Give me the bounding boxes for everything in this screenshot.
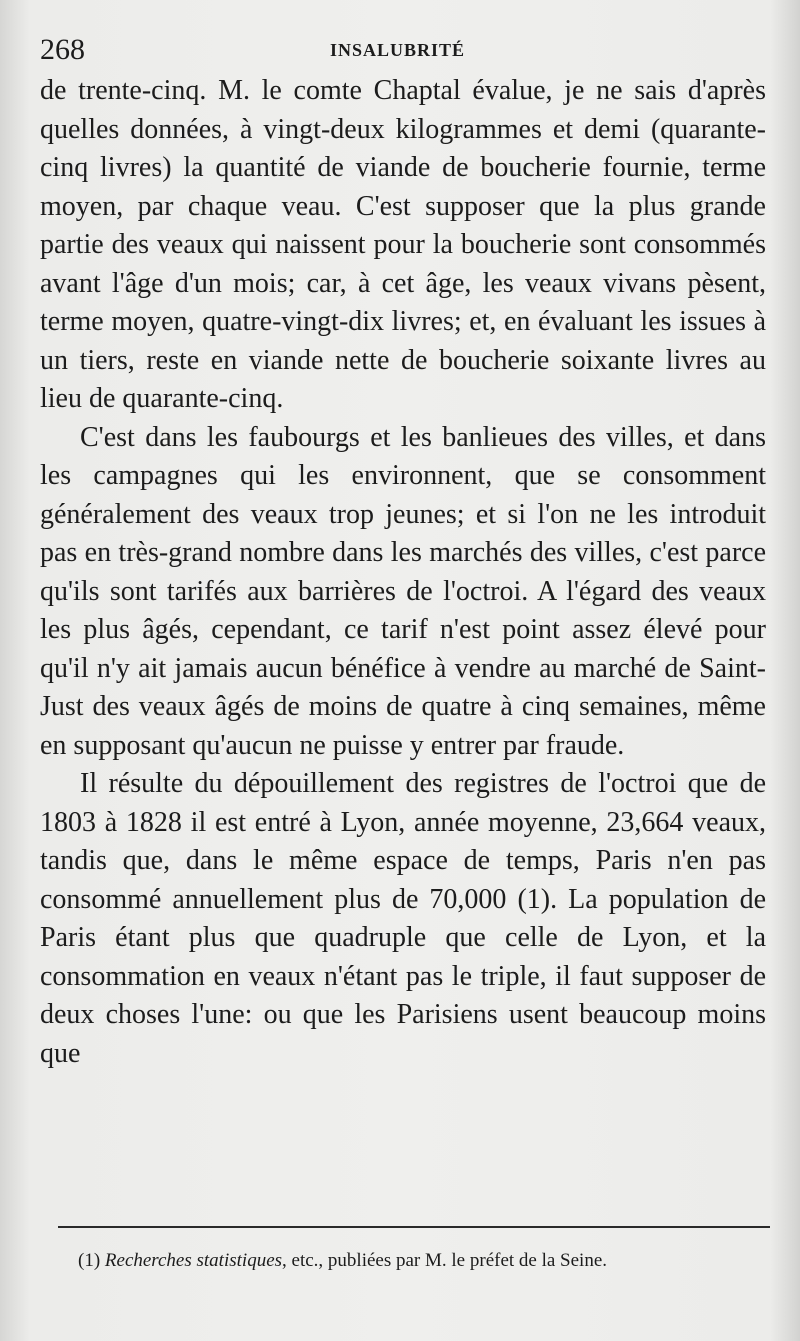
paragraph: C'est dans les faubourgs et les banlieues des villes, et dans les campagnes qui les environnent, que se consomment généralement des veaux trop jeunes; et si l'on ne les introduit pas en très-grand nombre dans les marchés des villes, c'est parce qu'ils sont tarifés aux barrières de l'octroi. A l'égard des veaux les plus âgés, cependant, ce tarif n'est point assez élevé pour qu'il n'y ait jamais aucun bénéfice à vendre au marché de Saint-Just des veaux âgés de moins de quatre à cinq semaines, même en supposant qu'aucun ne puisse y entrer par fraude. (40, 421, 766, 761)
running-title: INSALUBRITÉ (330, 40, 466, 60)
page-number: 268 (40, 33, 85, 66)
paragraph: Il résulte du dépouillement des registres de l'octroi que de 1803 à 1828 il est entré à Lyon, année moyenne, 23,664 veaux, tandis que, dans le même espace de temps, Paris n'en pas consommé annuellement plus de 70,000 (1). La population de Paris étant plus que quadruple que celle de Lyon, et la consommation en veaux n'étant pas le triple, il faut supposer de deux choses l'une: ou que les Parisiens usent beaucoup moins que (40, 768, 766, 1069)
body-text (40, 72, 766, 1073)
footnote-text: , etc., publiées par M. le préfet de la Seine. (282, 1250, 608, 1271)
footnote-title: Recherches statistiques (104, 1250, 283, 1271)
paragraph-continued: de trente-cinq. M. le comte Chaptal évalue, je ne sais d'après quelles données, à vingt-deux kilogrammes et demi (quarante-cinq livres) la quantité de viande de boucherie fournie, terme moyen, par chaque veau. C'est supposer que la plus grande partie des veaux qui naissent pour la boucherie sont consommés avant l'âge d'un mois; car, à cet âge, les veaux vivans pèsent, terme moyen, quatre-vingt-dix livres; et, en évaluant les issues à un tiers, reste en viande nette de boucherie soixante livres au lieu de quarante-cinq. (40, 75, 766, 414)
footnote-marker: (1) (78, 1250, 101, 1271)
running-head (40, 30, 760, 70)
footnote-rule (58, 1226, 770, 1228)
footnote (46, 1248, 770, 1274)
